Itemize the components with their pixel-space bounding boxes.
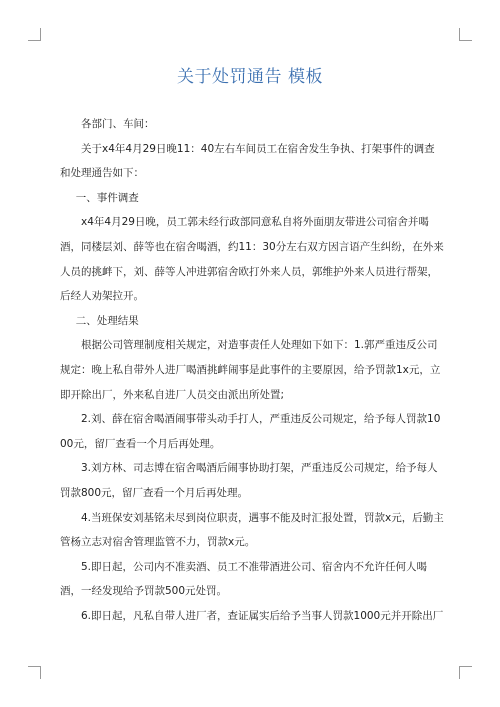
salutation: 各部门、车间： — [81, 118, 155, 130]
crop-mark-top-left — [28, 28, 41, 41]
result-paragraph-4: 4.当班保安刘基铭未尽到岗位职责，遇事不能及时汇报处置，罚款x元，后勤主管杨立志对宿舍管理监管不力，罚款x元。 — [60, 511, 444, 549]
intro-paragraph: 关于x4年4月29日晚11：40左右车间员工在宿舍发生争执、打架事件的调查和处理通告如下： — [60, 142, 435, 180]
section-heading-result: 二、处理结果 — [75, 314, 139, 327]
document-body — [60, 112, 445, 628]
crop-mark-bottom-right — [459, 666, 472, 679]
result-paragraph-6: 6.即日起，凡私自带人进厂者，查证属实后给予当事人罚款1000元并开除出厂 — [81, 609, 444, 622]
investigation-paragraph: x4年4月29日晚，员工郭未经行政部同意私自将外面朋友带进公司宿舍并喝酒，同楼层刘、薛等也在宿舍喝酒，约11：30分左右双方因言语产生纠纷，在外来人员的挑衅下，刘、薛等人冲进郭宿舍欧打外来人员，郭维护外来人员进行帮架，后经人劝架拉开。 — [60, 216, 444, 303]
crop-mark-top-right — [459, 28, 472, 41]
result-paragraph-5: 5.即日起，公司内不准卖酒、员工不准带酒进公司、宿舍内不允许任何人喝酒，一经发现给予罚款500元处罚。 — [60, 560, 428, 598]
crop-mark-bottom-left — [28, 666, 41, 679]
result-paragraph-2: 2.刘、薛在宿舍喝酒闹事带头动手打人，严重违反公司规定，给予每人罚款1000元，留厂查看一个月后再处理。 — [60, 413, 441, 450]
result-paragraph-1: 根据公司管理制度相关规定，对造事责任人处理如下如下：1.郭严重违反公司规定：晚上私自带外人进厂喝酒挑衅闹事是此事件的主要原因，给予罚款1x元，立即开除出厂，外来私自进厂人员交由派出所处置; — [60, 339, 441, 401]
result-paragraph-3: 3.刘方林、司志博在宿舍喝酒后闹事协助打架，严重违反公司规定，给予每人罚款800元，留厂查看一个月后再处理。 — [60, 462, 438, 499]
document-title: 关于处罚通告 模板 — [177, 67, 323, 87]
section-heading-investigation: 一、事件调查 — [75, 191, 139, 204]
